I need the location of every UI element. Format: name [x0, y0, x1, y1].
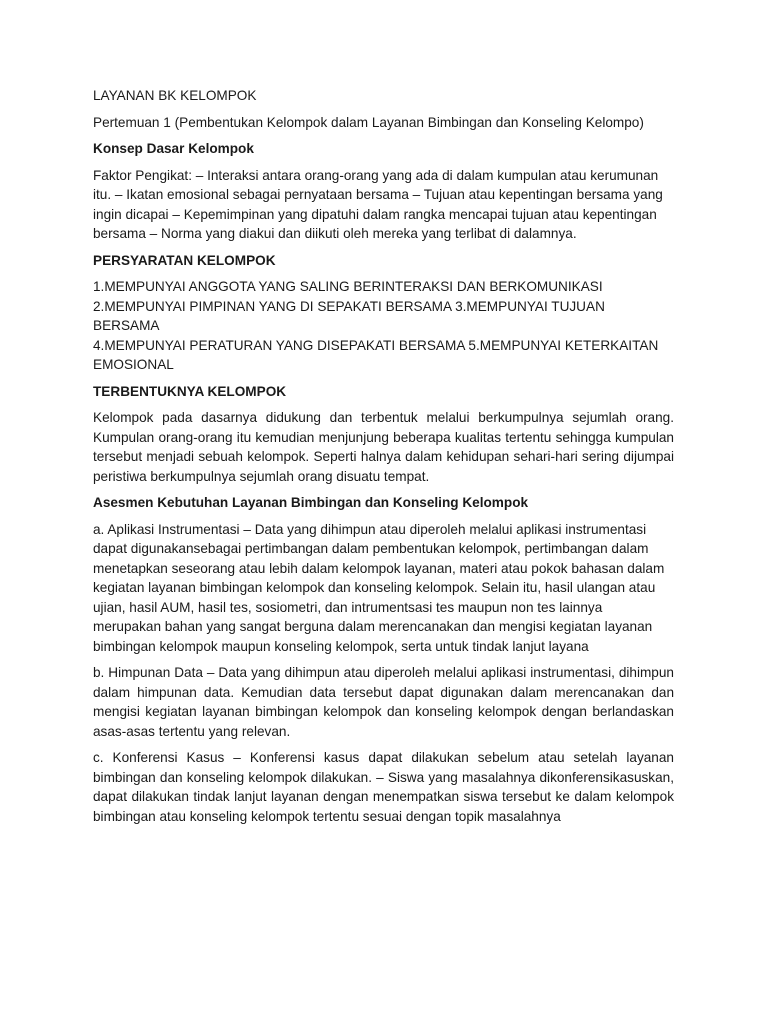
section-heading-persyaratan: PERSYARATAN KELOMPOK: [93, 252, 276, 268]
paragraph-item-b: b. Himpunan Data – Data yang dihimpun atau diperoleh melalui aplikasi instrumentasi, dihimpun dalam himpunan data. Kemudian data tersebut dapat digunakan dalam merencanakan dan mengisi kegiatan layanan bimbingan kelompok dan konseling kelompok dengan berlandaskan asas-asas tertentu yang relevan.: [93, 665, 674, 739]
paragraph-terbentuknya: Kelompok pada dasarnya didukung dan terbentuk melalui berkumpulnya sejumlah orang. Kumpulan orang-orang itu kemudian menjunjung beberapa kualitas tertentu sehingga kumpulan tersebut menjadi sebuah kelompok. Seperti halnya dalam kehidupan sehari-hari sering dijumpai peristiwa berkumpulnya sejumlah orang disuatu tempat.: [93, 410, 674, 484]
paragraph-faktor-pengikat: Faktor Pengikat: – Interaksi antara orang-orang yang ada di dalam kumpulan atau kerumunan itu. – Ikatan emosional sebagai pernyataan bersama – Tujuan atau kepentingan bersama yang ingin dicapai – Kepemimpinan yang dipatuhi dalam rangka mencapai tujuan atau kepentingan bersama – Norma yang diakui dan diikuti oleh mereka yang terlibat di dalamnya.: [93, 167, 663, 241]
list-line: 2.MEMPUNYAI PIMPINAN YANG DI SEPAKATI BERSAMA 3.MEMPUNYAI TUJUAN BERSAMA: [93, 298, 605, 333]
meeting-line: Pertemuan 1 (Pembentukan Kelompok dalam Layanan Bimbingan dan Konseling Kelompo): [93, 114, 644, 130]
section-heading-terbentuknya: TERBENTUKNYA KELOMPOK: [93, 383, 287, 399]
list-line: 4.MEMPUNYAI PERATURAN YANG DISEPAKATI BERSAMA 5.MEMPUNYAI KETERKAITAN: [93, 337, 659, 353]
paragraph-item-c: c. Konferensi Kasus – Konferensi kasus dapat dilakukan sebelum atau setelah layanan bimbingan dan konseling kelompok dilakukan. – Siswa yang masalahnya dikonferensikasuskan, dapat dilakukan tindak lanjut layanan dengan menempatkan siswa tersebut ke dalam kelompok bimbingan atau konseling kelompok tertentu sesuai dengan topik masalahnya: [93, 750, 674, 824]
list-line: 1.MEMPUNYAI ANGGOTA YANG SALING BERINTERAKSI DAN BERKOMUNIKASI: [93, 279, 603, 294]
document-title: LAYANAN BK KELOMPOK: [93, 88, 257, 103]
section-heading-konsep: Konsep Dasar Kelompok: [93, 141, 254, 156]
section-heading-asesmen: Asesmen Kebutuhan Layanan Bimbingan dan Konseling Kelompok: [93, 495, 529, 510]
list-line: EMOSIONAL: [93, 357, 174, 372]
list-persyaratan: [93, 277, 674, 375]
paragraph-item-a: a. Aplikasi Instrumentasi – Data yang dihimpun atau diperoleh melalui aplikasi instrumentasi dapat digunakansebagai pertimbangan dalam pembentukan kelompok, pertimbangan dalam menetapkan seseorang atau lebih dalam kelompok layanan, materi atau pokok bahasan dalam kegiatan layanan bimbingan kelompok dan konseling kelompok. Selain itu, hasil ulangan atau ujian, hasil AUM, hasil tes, sosiometri, dan intrumentsasi tes maupun non tes lainnya merupakan bahan yang sangat berguna dalam merencanakan dan mengisi kegiatan layanan bimbingan kelompok maupun konseling kelompok, serta untuk tindak lanjut layana: [93, 521, 665, 654]
